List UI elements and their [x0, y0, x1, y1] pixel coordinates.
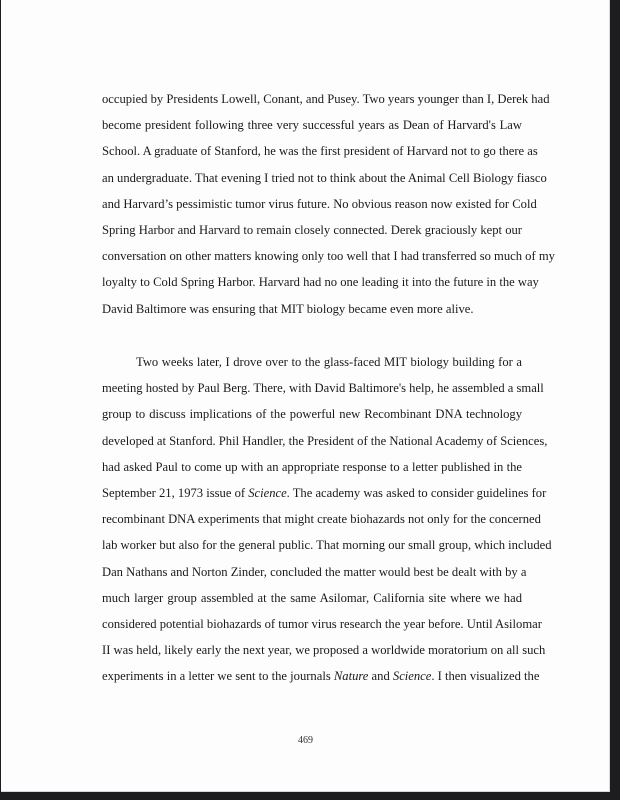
text-line: School. A graduate of Stanford, he was the first president of Harvard not to go there as	[102, 144, 538, 159]
text-segment: . I then visualized the	[431, 669, 540, 684]
text-line: considered potential biohazards of tumor virus research the year before. Until Asilomar	[102, 616, 542, 631]
text-line: become president following three very successful years as Dean of Harvard's Law	[102, 118, 522, 133]
text-line: loyalty to Cold Spring Harbor. Harvard had no one leading it into the future in the way	[102, 275, 539, 290]
text-line: lab worker but also for the general public. That morning our small group, which included	[102, 538, 552, 553]
text-line	[102, 480, 547, 506]
text-line: meeting hosted by Paul Berg. There, with David Baltimore's help, he assembled a small	[102, 381, 544, 396]
text-line: group to discuss implications of the powerful new Recombinant DNA technology	[102, 407, 522, 422]
text-line: developed at Stanford. Phil Handler, the President of the National Academy of Sciences,	[102, 433, 548, 448]
paragraph-2	[102, 349, 552, 689]
journal-title-science: Science	[392, 669, 432, 684]
text-line: an undergraduate. That evening I tried not to think about the Animal Cell Biology fiasco	[102, 170, 547, 185]
text-segment: experiments in a letter we sent to the journals	[102, 669, 334, 684]
text-line: Two weeks later, I drove over to the glass-faced MIT biology building for a	[136, 355, 522, 369]
document-page	[1, 0, 610, 792]
journal-title-science: Science	[248, 485, 287, 500]
journal-title-nature: Nature	[333, 669, 369, 684]
paragraph-1	[102, 86, 555, 322]
text-segment: and	[368, 669, 393, 684]
text-line: had asked Paul to come up with an appropriate response to a letter published in the	[102, 459, 522, 474]
page-number: 469	[298, 735, 313, 746]
text-line: recombinant DNA experiments that might create biohazards not only for the concerned	[102, 512, 541, 527]
text-line: Dan Nathans and Norton Zinder, concluded the matter would best be dealt with by a	[102, 564, 527, 579]
text-line: conversation on other matters knowing only too well that I had transferred so much of my	[102, 249, 555, 264]
text-line	[102, 663, 540, 689]
text-line: and Harvard’s pessimistic tumor virus future. No obvious reason now existed for Cold	[102, 196, 537, 211]
text-segment: . The academy was asked to consider guidelines for	[286, 485, 547, 500]
text-line: Spring Harbor and Harvard to remain closely connected. Derek graciously kept our	[102, 222, 522, 237]
text-line: II was held, likely early the next year, we proposed a worldwide moratorium on all such	[102, 643, 546, 658]
text-line: much larger group assembled at the same Asilomar, California site where we had	[102, 590, 522, 605]
text-line: David Baltimore was ensuring that MIT biology became even more alive.	[102, 301, 474, 316]
text-line: occupied by Presidents Lowell, Conant, and Pusey. Two years younger than I, Derek had	[102, 92, 550, 106]
text-segment: September 21, 1973 issue of	[102, 485, 249, 500]
